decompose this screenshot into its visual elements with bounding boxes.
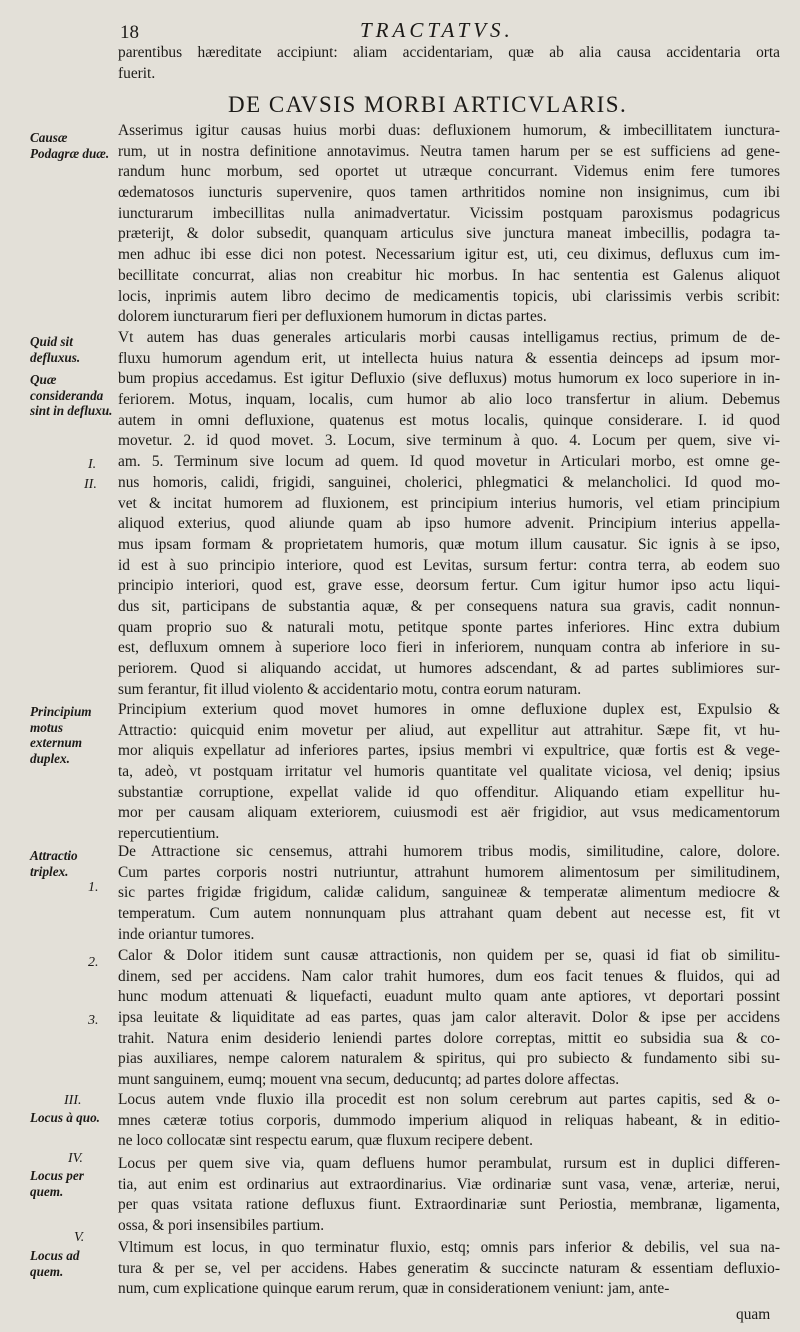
text-line: dolorem iuncturarum fieri per defluxionem humorum in dictas partes.: [118, 308, 547, 326]
paragraph-3: [118, 700, 780, 845]
text-line: Locus autem vnde fluxio illa procedit est non solum cerebrum aut partes capitis, sed & o-: [118, 1091, 780, 1108]
text-line: periorem. Quod si aliquando accidat, ut humores adscendant, & ad partes sublimiores sur-: [118, 660, 780, 677]
paragraph-2: [118, 328, 780, 700]
text-line: bum propius accedamus. Est igitur Defluxio (sive defluxus) motus humorum ex loco superiore in in-: [118, 370, 780, 388]
text-line: ta, adeò, vt postquam irritatur vel humoris quantitate vel qualitate viciosa, vel deniq; ipsius: [118, 763, 780, 781]
margin-numeral: 1.: [88, 880, 99, 895]
text-line: fuerit.: [118, 64, 156, 82]
margin-numeral: IV.: [68, 1151, 83, 1166]
margin-note-locus-ad-quem: Locus ad quem.: [30, 1248, 80, 1279]
margin-numeral: I.: [88, 457, 97, 472]
text-line: tura & per se, vel per accidens. Habes generatim & succincte naturam & essentiam defluxio-: [118, 1259, 780, 1277]
margin-note-locus-per-quem: Locus per quem.: [30, 1168, 84, 1199]
margin-note-quid-sit: Quid sit defluxus.: [30, 334, 81, 365]
text-line: De Attractione sic censemus, attrahi humorem tribus modis, similitudine, calore, dolore.: [118, 843, 780, 860]
margin-numeral: 2.: [88, 955, 99, 970]
text-line: ossa, & pori insensibiles partium.: [118, 1217, 325, 1235]
text-line: movetur. 2. id quod movet. 3. Locum, sive terminum à quo. 4. Locum per quem, sive vi-: [118, 432, 780, 450]
text-line: locis, inprimis autem libro decimo de medicamentis topicis, ubi clarissimis verbis scribit:: [118, 287, 780, 305]
text-line: nus homoris, calidi, frigidi, sanguinei, cholerici, phlegmatici & melancholici. Id quod mo-: [118, 473, 780, 491]
text-line: rum, ut in nostra definitione annotavimus. Neutra tamen harum per se est sufficiens ad gene-: [118, 142, 780, 160]
text-line: men adhuc ibi esse dici non potest. Necessarium igitur est, uti, ceu diximus, defluxus cum im-: [118, 246, 780, 264]
margin-numeral: V.: [74, 1230, 85, 1245]
margin-numeral: 3.: [88, 1013, 99, 1028]
text-line: Attractio: quicquid enim movetur per aliud, aut expellitur aut attrahitur. Sæpe fit, vt hu-: [118, 721, 780, 739]
text-line: sic partes frigidæ frigidum, calidæ calidum, sanguineæ & temperatæ alimentum mediocre &: [118, 884, 780, 902]
text-line: ipsa leuitate & liquiditate ad eas partes, quas jam calor alteravit. Dolor & ipse per accidens: [118, 1009, 780, 1027]
paragraph-6: [118, 1090, 780, 1152]
margin-note-locus-a-quo: Locus à quo.: [30, 1110, 100, 1125]
text-line: randum hunc morbum, sed oportet ut utræque concurrant. Videmus enim fere tumores: [118, 163, 780, 181]
text-line: Calor & Dolor itidem sunt causæ attractionis, non quidem per se, quasi id fiat ob similitu-: [118, 947, 780, 964]
text-line: mus ipsam formam & proprietatem humoris, quæ motum illum causatur. Sic ignis à se ipso,: [118, 535, 780, 553]
text-block-top: [118, 43, 780, 84]
text-line: feriorem. Motus, inquam, localis, cum humor ab alio loco transfertur in alium. Debemus: [118, 391, 780, 409]
margin-note-attractio: Attractio triplex.: [30, 848, 78, 879]
text-line: hunc modum attenuati & liquefacti, euadunt multo quam ante aptiores, vt deportari possint: [118, 988, 780, 1006]
text-line: aliquod exterius, quod aliunde quam ab ipso humore advenit. Principium interius appella-: [118, 515, 780, 533]
catchword: quam: [736, 1306, 771, 1323]
text-line: temperatum. Cum autem nonnunquam plus attrahant quam debent aut necesse est, fit vt: [118, 905, 780, 923]
text-line: principio interiori, quod est, grave esse, deorsum fertur. Cum igitur humor ipso actu liqui-: [118, 577, 780, 595]
text-line: œdematosos iuncturis supervenire, quos tamen arthritidos nomine non insignimus, cum ibi: [118, 184, 780, 202]
paragraph-5: [118, 946, 780, 1091]
text-line: Vt autem has duas generales articularis morbi causas intelligamus rectius, primum de de-: [118, 329, 780, 346]
margin-note-causae: Causæ Podagræ duæ.: [30, 130, 110, 161]
text-line: am. 5. Terminum sive locum ad quem. Id quod movetur in Articulari morbo, est omne ge-: [118, 453, 780, 471]
text-line: fluxu humorum agendum erit, ut intellecta huius natura & essentia deinceps ad ipsum mor-: [118, 349, 780, 367]
text-line: quam proprio suo & naturali motu, petitque sponte partes inferiores. Hinc extra dubium: [118, 618, 780, 636]
paragraph-1: [118, 121, 780, 328]
paragraph-4: [118, 842, 780, 945]
margin-numeral: III.: [64, 1093, 82, 1108]
text-line: est, defluxum omnem à superiore loco fieri in inferiorem, nunquam contra ab inferiore in su-: [118, 639, 780, 657]
text-line: inde oriantur tumores.: [118, 925, 255, 943]
text-line: præterijt, & dolor subsedit, quanquam articulus sive junctura maneat imbecillis, podagra ta-: [118, 225, 780, 243]
text-line: iuncturarum imbecillitas nulla animadvertatur. Vicissim postquam paroxismus podagricus: [118, 204, 780, 222]
text-line: Cum partes corporis nostri nutriuntur, attrahunt humorem alimentosum per similitudinem,: [118, 863, 780, 881]
page-number: 18: [120, 22, 139, 43]
margin-note-principium: Principium motus externum duplex.: [30, 704, 92, 766]
text-line: Asserimus igitur causas huius morbi duas: defluxionem humorum, & imbecillitatem iunctura-: [118, 122, 780, 139]
text-line: trahit. Natura enim desiderio leniendi partes dolore correptas, mittit eo subsidia sua & co-: [118, 1029, 780, 1047]
section-heading: DE CAVSIS MORBI ARTICVLARIS.: [228, 92, 628, 117]
text-line: autem in omni defluxione, quatenus est motus localis, quinque considerare. I. id quod: [118, 411, 780, 429]
text-line: parentibus hæreditate accipiunt: aliam accidentariam, quæ ab alia causa accidentaria orta: [118, 44, 780, 61]
paragraph-8: [118, 1238, 780, 1300]
running-head: TRACTATVS.: [360, 18, 514, 42]
paragraph-7: [118, 1154, 780, 1237]
text-line: id est à suo principio interiore, quod est Levitas, sursum fertur: contra terra, ab eodem suo: [118, 556, 780, 574]
text-line: munt sanguinem, eumq; mouent vna secum, deducuntq; ad partes dolore affectas.: [118, 1071, 620, 1089]
text-line: num, cum explicatione quinque earum rerum, quæ in considerationem veniunt: jam, ante-: [118, 1280, 670, 1298]
text-line: dinem, sed per accidens. Nam calor trahit humores, dum eos facit tenues & fluidos, qui ad: [118, 967, 780, 985]
text-line: Principium exterium quod movet humores in omne defluxione duplex est, Expulsio &: [118, 701, 780, 718]
text-line: becillitate concurrat, alias non creabitur hic morbus. In hac sententia est Galenus aliquot: [118, 266, 780, 284]
text-line: dus sit, participans de substantia aquæ, & per consequens natura sua gravis, cadit nonnun-: [118, 597, 780, 615]
text-line: Vltimum est locus, in quo terminatur fluxio, estq; omnis pars inferior & debilis, vel sua na-: [118, 1239, 780, 1256]
text-line: ne loco collocatæ sint respectu earum, quæ fluxum recipere debent.: [118, 1132, 533, 1150]
text-line: sum ferantur, fit illud violento & accidentario motu, contra eorum naturam.: [118, 680, 582, 698]
text-line: tia, aut enim est ordinarius aut extraordinarius. Viæ ordinariæ sunt vasa, venæ, arteriæ, nerui,: [118, 1175, 780, 1193]
text-line: mnes cæteræ totius corporis, dummodo imperium aliquod in reliquas habeant, & in editio-: [118, 1111, 780, 1129]
margin-numeral: II.: [84, 477, 97, 492]
margin-note-quae-consideranda: Quæ consideranda sint in defluxu.: [30, 372, 113, 418]
text-line: substantiæ corruptione, expellat valide id quo offenditur. Aliquando etiam expellitur hu-: [118, 783, 780, 801]
text-line: pias auxiliares, nempe calorem naturalem & spiritus, qui pro subiecto & fundamento sibi su-: [118, 1050, 780, 1068]
text-line: mor per causam aliquam exteriorem, cuiusmodi est aër frigidior, aut vsus medicamentorum: [118, 804, 780, 822]
text-line: vet & incitat humorem ad fluxionem, est principium interius humoris, vel etiam principium: [118, 494, 780, 512]
text-line: Locus per quem sive via, quam defluens humor perambulat, rursum est in duplici differen-: [118, 1155, 780, 1172]
text-line: per quas vsitata ratione defluxus fiunt. Extraordinariæ sunt Periostia, membranæ, ligamenta,: [118, 1196, 780, 1214]
text-line: repercutientium.: [118, 825, 220, 843]
text-line: mor aliquis expellatur ad inferiores partes, ipsius membri vi expultrice, quæ fortis est & vege-: [118, 742, 780, 760]
